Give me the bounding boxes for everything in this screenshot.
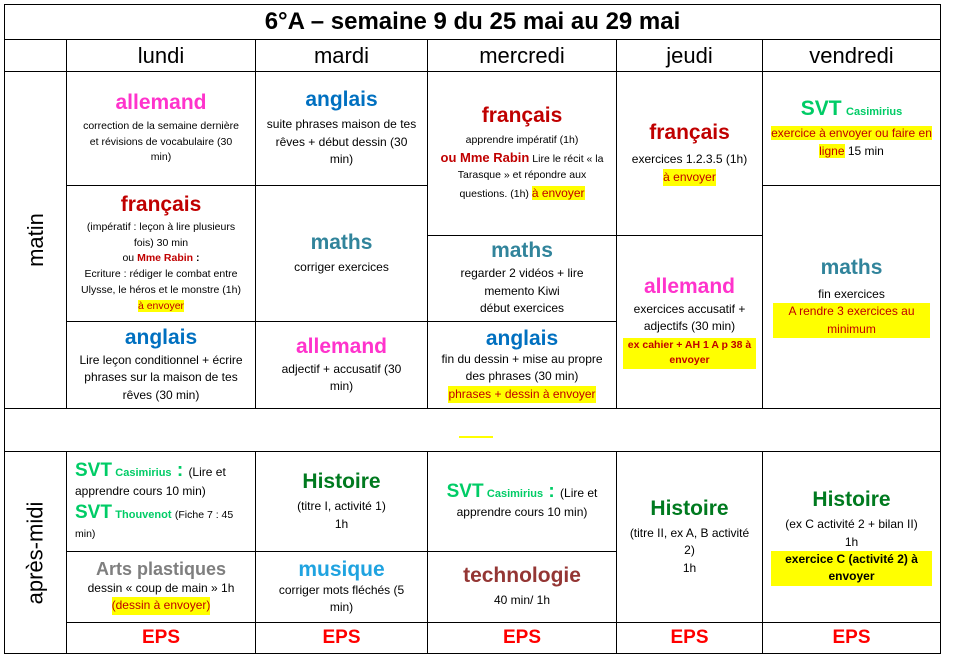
subject-title: anglais (485, 326, 559, 350)
svt-line-2: SVT Thouvenot (Fiche 7 : 45 min) (75, 502, 234, 540)
subject-title: anglais (124, 325, 198, 349)
subject-title: français (649, 121, 730, 145)
thu-m2 (616, 235, 763, 409)
activity-text: 40 min/ 1h (493, 593, 551, 608)
day-header-vendredi: vendredi (762, 39, 941, 72)
activity-text: (ex C activité 2 + bilan II) (785, 517, 918, 532)
mon-m3 (66, 321, 256, 409)
fri-m1 (762, 71, 941, 186)
eps-label: EPS (141, 627, 181, 648)
subject-title-2: SVT (75, 502, 112, 524)
subject-title: allemand (643, 274, 736, 298)
activity-text: (titre I, activité 1) (297, 499, 386, 514)
subject-title: SVT (446, 480, 484, 502)
teacher-name: Casimirius (486, 487, 544, 500)
activity-text: corriger exercices (294, 259, 389, 274)
thu-eps (616, 622, 763, 654)
tue-eps (255, 622, 428, 654)
svt-line-1: SVT Casimirius : (Lire et apprendre cours 10 min) (75, 460, 226, 499)
subject-title: musique (298, 557, 385, 581)
subject-title: SVT (800, 97, 842, 121)
day-header-mardi: mardi (255, 39, 428, 72)
duration-text: 1h (844, 534, 859, 549)
schedule-title-cell (4, 4, 941, 40)
page-title: 6°A – semaine 9 du 25 mai au 29 mai (264, 8, 681, 35)
subject-title: maths (310, 230, 373, 254)
duration-text: 1h (682, 560, 697, 575)
send-highlight: à envoyer (663, 169, 716, 186)
activity-text: fin exercices (818, 286, 885, 301)
activity-text: Lire leçon conditionnel + écrire phrases sur la maison de tes rêves (30 min) (79, 352, 243, 402)
activity-text: exercice à envoyer ou faire en ligne 15 min (771, 126, 932, 158)
day-header-jeudi: jeudi (616, 39, 763, 72)
subject-title: allemand (115, 90, 207, 114)
highlight-mark (459, 436, 493, 438)
fri-a1 (762, 451, 941, 623)
morning-label-cell (4, 71, 67, 409)
activity-text: correction de la semaine dernière et révisions de vocabulaire (30 min) (83, 119, 239, 164)
subject-title: technologie (463, 564, 581, 588)
send-highlight: exercice C (activité 2) à envoyer (771, 551, 932, 586)
mon-m1 (66, 71, 256, 186)
subject-title: français (481, 104, 563, 128)
subject-title: Histoire (812, 488, 891, 512)
subject-title: anglais (305, 88, 378, 112)
eps-label: EPS (670, 627, 709, 648)
activity-text: Ecriture : rédiger le combat entre Ulysse, le héros et le monstre (1h) à envoyer (81, 268, 241, 312)
wed-eps (427, 622, 617, 654)
alt-teacher-line: ou Mme Rabin : (122, 252, 200, 265)
activity-text: regarder 2 vidéos + lire memento Kiwi (460, 266, 584, 298)
fri-eps (762, 622, 941, 654)
mon-a2 (66, 551, 256, 623)
activity-text: (titre II, ex A, B activité 2) (629, 525, 750, 558)
subject-title: allemand (295, 334, 388, 358)
send-highlight: à envoyer (137, 299, 185, 312)
activity-text: corriger mots fléchés (5 min) (278, 582, 405, 615)
activity-text: (impératif : leçon à lire plusieurs fois) 30 min (86, 220, 236, 249)
wed-m3 (427, 321, 617, 409)
tue-m3 (255, 321, 428, 409)
tue-a1 (255, 451, 428, 552)
tue-m1 (255, 71, 428, 186)
subject-title: français (120, 192, 202, 216)
activity-text-2: début exercices (479, 301, 565, 316)
wed-a1 (427, 451, 617, 552)
subject-title: Histoire (302, 470, 381, 494)
activity-text: suite phrases maison de tes rêves + début dessin (30 min) (266, 117, 417, 167)
day-header-lundi: lundi (66, 39, 256, 72)
mon-eps (66, 622, 256, 654)
thu-a1 (616, 451, 763, 623)
mon-m2 (66, 185, 256, 322)
lunch-break-row (4, 408, 941, 452)
afternoon-label: après-midi (22, 501, 48, 604)
teacher-name: Mme Rabin (137, 252, 194, 265)
tue-a2 (255, 551, 428, 623)
duration-text: 1h (334, 516, 349, 531)
activity-text: exercices 1.2.3.5 (1h) (631, 152, 748, 167)
teacher-name: Casimirius (846, 106, 903, 119)
wed-a2 (427, 551, 617, 623)
subject-title: maths (491, 239, 553, 263)
eps-label: EPS (502, 627, 542, 648)
eps-label: EPS (832, 627, 871, 648)
morning-label: matin (22, 213, 48, 267)
send-highlight: exercice à envoyer ou faire en ligne (771, 126, 932, 158)
activity-text: apprendre impératif (1h) (465, 133, 579, 146)
day-header-mercredi: mercredi (427, 39, 617, 72)
send-highlight: A rendre 3 exercices au minimum (773, 303, 930, 338)
subject-title: maths (820, 255, 883, 279)
teacher-name: ou Mme Rabin (440, 150, 530, 166)
send-highlight: (dessin à envoyer) (112, 597, 211, 614)
wed-m2 (427, 235, 617, 322)
send-highlight: à envoyer (531, 185, 585, 200)
svt-line: SVT Casimirius : (Lire et apprendre cours 10 min) (446, 480, 598, 520)
send-highlight: ex cahier + AH 1 A p 38 à envoyer (623, 338, 756, 370)
eps-label: EPS (322, 627, 361, 648)
mon-a1 (66, 451, 256, 552)
fri-m2 (762, 185, 941, 409)
activity-text: fin du dessin + mise au propre des phrases (30 min) (441, 351, 603, 384)
activity-text: exercices accusatif + adjectifs (30 min) (633, 301, 746, 334)
teacher-name-2: Thouvenot (115, 509, 172, 522)
subject-title: SVT (75, 460, 112, 482)
afternoon-label-cell (4, 451, 67, 654)
teacher-name: Casimirius (115, 467, 172, 480)
send-highlight: phrases + dessin à envoyer (448, 386, 595, 403)
subject-title: Arts plastiques (95, 559, 227, 580)
tue-m2 (255, 185, 428, 322)
activity-text: adjectif + accusatif (30 min) (281, 361, 402, 394)
alt-teacher-text: ou Mme Rabin Lire le récit « la Tarasque » et répondre aux questions. (1h) à envoyer (440, 150, 604, 200)
subject-title-line (801, 97, 903, 121)
subject-title: Histoire (650, 496, 729, 520)
corner-cell (4, 39, 67, 72)
wed-m1 (427, 71, 617, 236)
thu-m1 (616, 71, 763, 236)
activity-text: dessin « coup de main » 1h (87, 580, 235, 595)
